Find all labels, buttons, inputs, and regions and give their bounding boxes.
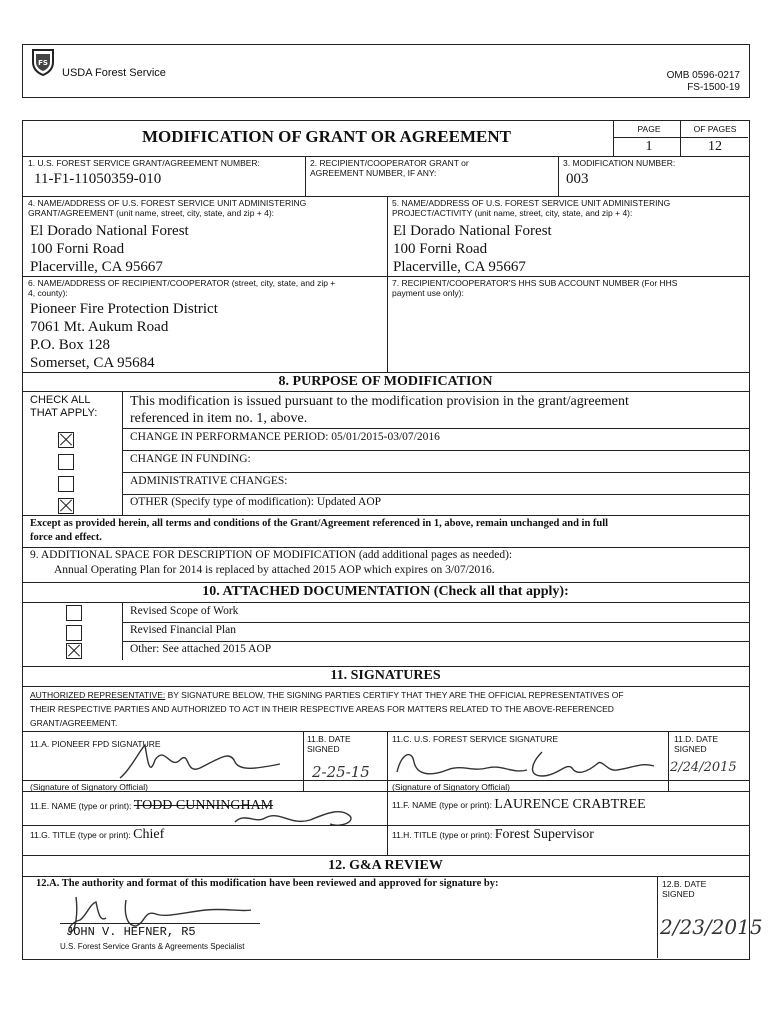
name-f-label: 11.F. NAME (type or print):: [392, 800, 492, 810]
box4-label-1: 4. NAME/ADDRESS OF U.S. FOREST SERVICE UNIT ADMINISTERING: [28, 198, 307, 208]
reviewer-title: U.S. Forest Service Grants & Agreements Specialist: [60, 942, 245, 951]
box4-line3: Placerville, CA 95667: [30, 259, 163, 275]
purpose-option-2: CHANGE IN FUNDING:: [130, 453, 251, 465]
box5-label-2: PROJECT/ACTIVITY (unit name, street, city, state, and zip + 4):: [392, 208, 633, 218]
review-b-label-2: SIGNED: [662, 889, 695, 899]
box9-label: 9. ADDITIONAL SPACE FOR DESCRIPTION OF MODIFICATION (add additional pages as needed):: [30, 549, 513, 561]
auth-text-2: THEIR RESPECTIVE PARTIES AND AUTHORIZED TO ACT IN THEIR RESPECTIVE AREAS FOR MATTERS RELATED TO THE ABOVE-REFERENCED: [30, 704, 614, 714]
auth-text-3: GRANT/AGREEMENT.: [30, 718, 118, 728]
purpose-option-4: OTHER (Specify type of modification): Updated AOP: [130, 496, 382, 508]
box4-line2: 100 Forni Road: [30, 241, 125, 257]
review-b-label-1: 12.B. DATE: [662, 879, 707, 889]
box6-label-1: 6. NAME/ADDRESS OF RECIPIENT/COOPERATOR (street, city, state, and zip +: [28, 278, 336, 288]
box5-line2: 100 Forni Road: [393, 241, 488, 257]
review-heading: 12. G&A REVIEW: [328, 858, 443, 873]
attached-option-2: Revised Financial Plan: [130, 624, 237, 636]
box6-line2: 7061 Mt. Aukum Road: [30, 319, 169, 335]
title-h-label: 11.H. TITLE (type or print):: [392, 830, 493, 840]
name-e-label: 11.E. NAME (type or print):: [30, 801, 132, 811]
sig-b-date: 2-25-15: [312, 763, 370, 781]
box2-label-2: AGREEMENT NUMBER, IF ANY:: [310, 168, 437, 178]
box9-text: Annual Operating Plan for 2014 is replaced by attached 2015 AOP which expires on 3/07/2016.: [54, 564, 495, 576]
box5-line3: Placerville, CA 95667: [393, 259, 526, 275]
sig-b-label-2: SIGNED: [307, 744, 340, 754]
agency-name: USDA Forest Service: [62, 67, 166, 79]
sig-a-label: 11.A. PIONEER FPD SIGNATURE: [30, 739, 161, 749]
review-a-label: 12.A. The authority and format of this modification have been reviewed and approved for signature by:: [36, 878, 499, 889]
name-f-value: LAURENCE CRABTREE: [494, 797, 646, 812]
sig-d-date: 2/24/2015: [670, 760, 737, 775]
sig-d-label-2: SIGNED: [674, 744, 707, 754]
attached-option-3: Other: See attached 2015 AOP: [130, 643, 272, 655]
funding-checkbox[interactable]: [58, 454, 74, 470]
form-number: FS-1500-19: [687, 82, 740, 93]
box7-label-2: payment use only):: [392, 288, 464, 298]
check-all-label-2: THAT APPLY:: [30, 407, 98, 419]
page-number: 1: [645, 139, 653, 154]
box4-label-2: GRANT/AGREEMENT (unit name, street, city, state, and zip + 4):: [28, 208, 275, 218]
sig-c-label: 11.C. U.S. FOREST SERVICE SIGNATURE: [392, 734, 559, 744]
auth-rep-label: AUTHORIZED REPRESENTATIVE:: [30, 690, 166, 700]
box6-label-2: 4, county):: [28, 288, 68, 298]
purpose-option-1: CHANGE IN PERFORMANCE PERIOD: 05/01/2015-03/07/2016: [130, 431, 440, 443]
auth-text-1: BY SIGNATURE BELOW, THE SIGNING PARTIES CERTIFY THAT THEY ARE THE OFFICIAL REPRESENTATIVES OF: [167, 690, 624, 700]
attached-heading: 10. ATTACHED DOCUMENTATION (Check all that apply):: [202, 584, 569, 599]
check-all-label-1: CHECK ALL: [30, 394, 91, 406]
sig-official-left: (Signature of Signatory Official): [30, 782, 148, 792]
performance-period-checkbox[interactable]: [58, 432, 74, 448]
omb-number: OMB 0596-0217: [666, 70, 740, 81]
admin-changes-checkbox[interactable]: [58, 476, 74, 492]
review-date: 2/23/2015: [660, 915, 763, 939]
purpose-option-3: ADMINISTRATIVE CHANGES:: [130, 475, 288, 487]
box1-label: 1. U.S. FOREST SERVICE GRANT/AGREEMENT NUMBER:: [28, 158, 260, 168]
except-text-1: Except as provided herein, all terms and conditions of the Grant/Agreement referenced in 1, above, remain unchanged and in full: [30, 518, 609, 529]
title-g-value: Chief: [133, 827, 165, 842]
box4-line1: El Dorado National Forest: [30, 223, 189, 239]
purpose-heading: 8. PURPOSE OF MODIFICATION: [278, 374, 493, 389]
title-h-value: Forest Supervisor: [494, 827, 594, 842]
box5-label-1: 5. NAME/ADDRESS OF U.S. FOREST SERVICE UNIT ADMINISTERING: [392, 198, 671, 208]
forest-service-signature: [392, 742, 662, 784]
box5-line1: El Dorado National Forest: [393, 223, 552, 239]
title-g-label: 11.G. TITLE (type or print):: [30, 830, 131, 840]
box2-label-1: 2. RECIPIENT/COOPERATOR GRANT or: [310, 158, 469, 168]
box6-line1: Pioneer Fire Protection District: [30, 301, 218, 317]
attached-option-1: Revised Scope of Work: [130, 605, 239, 617]
pioneer-fpd-signature: [110, 740, 290, 785]
name-e-value: TODD CUNNINGHAM: [133, 798, 274, 813]
box6-line4: Somerset, CA 95684: [30, 355, 155, 371]
sig-d-label-1: 11.D. DATE: [674, 734, 719, 744]
scope-of-work-checkbox[interactable]: [66, 605, 82, 621]
box3-label: 3. MODIFICATION NUMBER:: [563, 158, 676, 168]
reviewer-name: JOHN V. HEFNER, R5: [66, 925, 196, 939]
box6-line3: P.O. Box 128: [30, 337, 111, 353]
other-checkbox[interactable]: [58, 498, 74, 514]
financial-plan-checkbox[interactable]: [66, 625, 82, 641]
except-text-2: force and effect.: [30, 532, 102, 543]
signatures-heading: 11. SIGNATURES: [330, 668, 441, 683]
box7-label-1: 7. RECIPIENT/COOPERATOR'S HHS SUB ACCOUNT NUMBER (For HHS: [392, 278, 678, 288]
of-pages-label: OF PAGES: [693, 124, 737, 134]
page-total: 12: [708, 139, 722, 154]
modification-number: 003: [566, 171, 589, 187]
sig-b-label-1: 11.B. DATE: [307, 734, 351, 744]
sig-official-right: (Signature of Signatory Official): [392, 782, 510, 792]
page-label: PAGE: [637, 124, 661, 134]
purpose-statement-2: referenced in item no. 1, above.: [130, 411, 308, 426]
grant-number: 11-F1-11050359-010: [34, 171, 162, 187]
purpose-statement-1: This modification is issued pursuant to the modification provision in the grant/agreement: [130, 394, 629, 409]
svg-text:FS: FS: [38, 59, 48, 67]
usda-shield-logo: [30, 48, 56, 76]
form-title: MODIFICATION OF GRANT OR AGREEMENT: [142, 127, 511, 146]
other-attachment-checkbox[interactable]: [66, 643, 82, 659]
